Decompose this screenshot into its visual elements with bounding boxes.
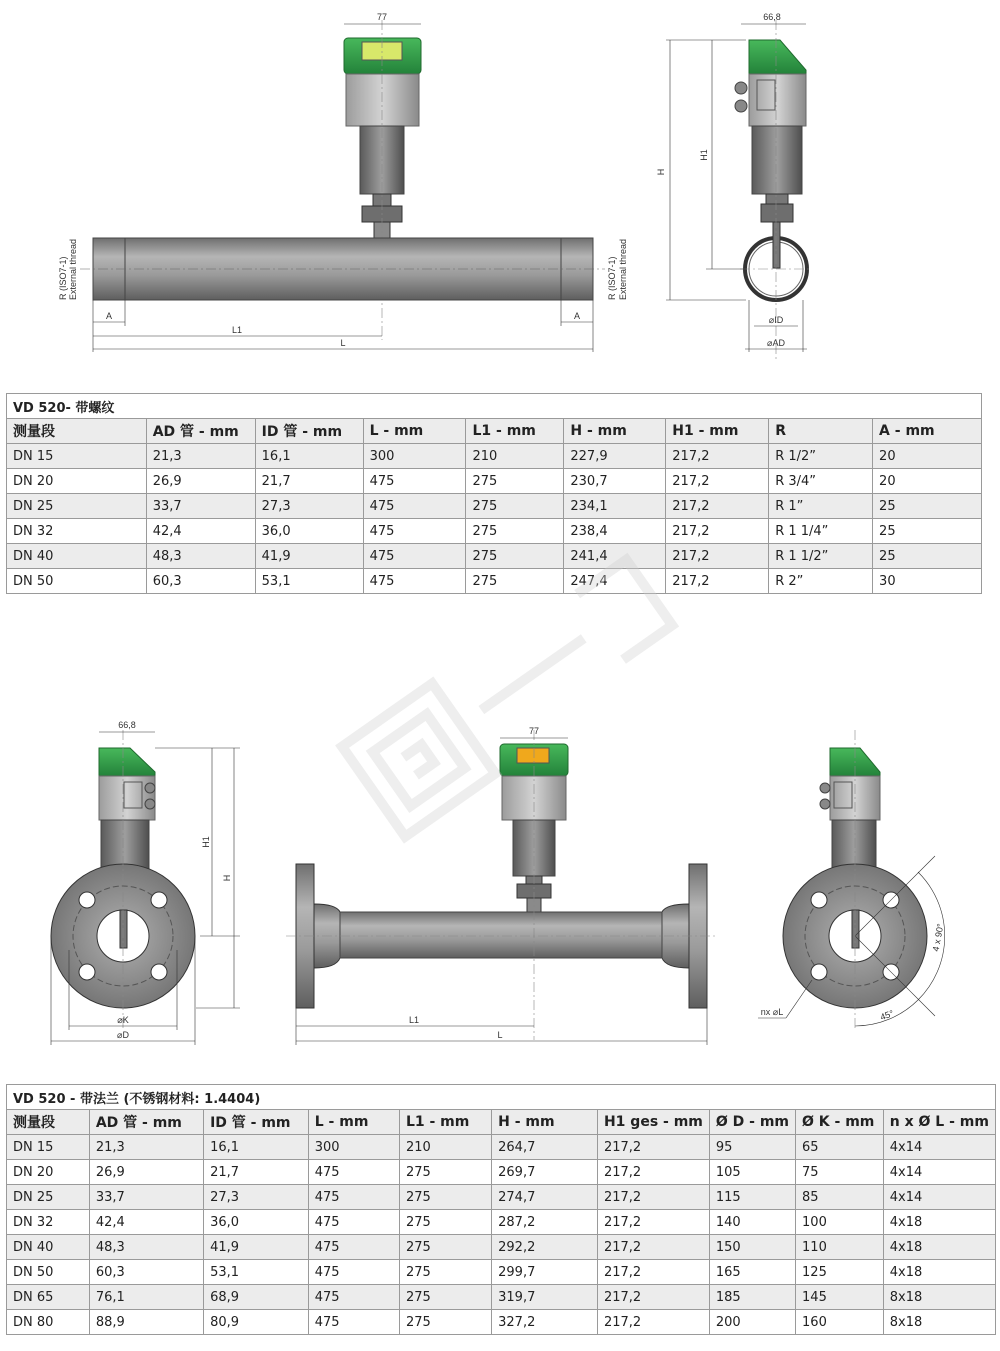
table2-row xyxy=(7,1235,996,1260)
table1-cell: 41,9 xyxy=(255,544,363,569)
table1-cell: R 2” xyxy=(769,569,873,594)
table2-cell: 33,7 xyxy=(89,1185,203,1210)
table2-cell: 275 xyxy=(399,1185,491,1210)
table1-cell: 217,2 xyxy=(666,444,769,469)
threaded-spec-table xyxy=(6,393,982,594)
table1-cell: 275 xyxy=(466,569,564,594)
table1-cell: 16,1 xyxy=(255,444,363,469)
table2-cell: 475 xyxy=(308,1310,399,1335)
table1-cell: 36,0 xyxy=(255,519,363,544)
table2-row xyxy=(7,1260,996,1285)
table2-cell: 21,3 xyxy=(89,1135,203,1160)
table1-cell: 300 xyxy=(363,444,466,469)
table2-cell: 115 xyxy=(709,1185,795,1210)
table2-row xyxy=(7,1160,996,1185)
table1-cell: R 1/2” xyxy=(769,444,873,469)
table1-title: VD 520- 带螺纹 xyxy=(7,394,982,419)
table2-title: VD 520 - 带法兰 (不锈钢材料: 1.4404) xyxy=(7,1085,996,1110)
table1-cell: 234,1 xyxy=(564,494,666,519)
table2-row xyxy=(7,1285,996,1310)
table1-cell: 227,9 xyxy=(564,444,666,469)
table2-cell: DN 20 xyxy=(7,1160,90,1185)
table1-cell: DN 25 xyxy=(7,494,147,519)
table1-header-cell: L1 - mm xyxy=(466,419,564,444)
table1-cell: 21,3 xyxy=(146,444,255,469)
dim-id: ⌀ID xyxy=(768,315,784,325)
table1-cell: 217,2 xyxy=(666,569,769,594)
table1-cell: 25 xyxy=(873,494,982,519)
table1-cell: 210 xyxy=(466,444,564,469)
table2-cell: 36,0 xyxy=(204,1210,309,1235)
table1-cell: 48,3 xyxy=(146,544,255,569)
table2-cell: 275 xyxy=(399,1285,491,1310)
threaded-meter-drawing xyxy=(0,0,1000,380)
table1-header-cell: R xyxy=(769,419,873,444)
table1-header-cell: A - mm xyxy=(873,419,982,444)
flange-dim-nxl: nx ⌀L xyxy=(760,1007,784,1017)
flange-side-view-right xyxy=(758,748,945,1026)
table1-row xyxy=(7,469,982,494)
table2-cell: 4x18 xyxy=(883,1210,995,1235)
table1-row xyxy=(7,569,982,594)
table2-cell: 274,7 xyxy=(492,1185,598,1210)
table1-header-cell: L - mm xyxy=(363,419,466,444)
table1-cell: 20 xyxy=(873,444,982,469)
table1-cell: 33,7 xyxy=(146,494,255,519)
table1-cell: 20 xyxy=(873,469,982,494)
table1-cell: 475 xyxy=(363,569,466,594)
table2-header-cell: n x Ø L - mm xyxy=(883,1110,995,1135)
table2-cell: DN 15 xyxy=(7,1135,90,1160)
table1-row xyxy=(7,494,982,519)
table2-header-cell: 测量段 xyxy=(7,1110,90,1135)
dim-l: L xyxy=(340,338,346,348)
table1-cell: 60,3 xyxy=(146,569,255,594)
table2-cell: 475 xyxy=(308,1285,399,1310)
threaded-pipe xyxy=(80,238,605,300)
dim-ext-left: External thread xyxy=(68,238,78,300)
table2-cell: 217,2 xyxy=(597,1160,709,1185)
front-transmitter xyxy=(344,38,421,238)
flange-dim-side-width: 66,8 xyxy=(118,720,136,730)
table2-header-cell: L - mm xyxy=(308,1110,399,1135)
table2-row xyxy=(7,1185,996,1210)
table2-cell: 319,7 xyxy=(492,1285,598,1310)
flange-dim-k: ⌀K xyxy=(117,1015,129,1025)
dim-l1: L1 xyxy=(231,325,243,335)
table1-row xyxy=(7,444,982,469)
table1-cell: DN 32 xyxy=(7,519,147,544)
table2-cell: 95 xyxy=(709,1135,795,1160)
table1-header-cell: AD 管 - mm xyxy=(146,419,255,444)
table1-cell: 238,4 xyxy=(564,519,666,544)
table1-cell: 25 xyxy=(873,544,982,569)
table2-cell: 21,7 xyxy=(204,1160,309,1185)
dim-a-left: A xyxy=(105,311,113,321)
table1-cell: DN 20 xyxy=(7,469,147,494)
dim-h: H xyxy=(656,168,666,176)
table2-cell: DN 25 xyxy=(7,1185,90,1210)
table1-cell: 42,4 xyxy=(146,519,255,544)
table2-cell: 165 xyxy=(709,1260,795,1285)
table2-cell: 299,7 xyxy=(492,1260,598,1285)
table2-header-cell: AD 管 - mm xyxy=(89,1110,203,1135)
table2-cell: 75 xyxy=(796,1160,884,1185)
table1-cell: 475 xyxy=(363,519,466,544)
table1-cell: DN 40 xyxy=(7,544,147,569)
table2-cell: 264,7 xyxy=(492,1135,598,1160)
table2-header-cell: H - mm xyxy=(492,1110,598,1135)
table2-cell: 217,2 xyxy=(597,1260,709,1285)
flange-dim-4x90: 4 x 90° xyxy=(930,922,946,953)
table2-cell: 217,2 xyxy=(597,1185,709,1210)
table2-cell: 275 xyxy=(399,1260,491,1285)
flange-dim-d: ⌀D xyxy=(117,1030,129,1040)
table1-header-cell: H1 - mm xyxy=(666,419,769,444)
table2-cell: 185 xyxy=(709,1285,795,1310)
table1-cell: 275 xyxy=(466,519,564,544)
table1-cell: 27,3 xyxy=(255,494,363,519)
table2-cell: 110 xyxy=(796,1235,884,1260)
table2-cell: 42,4 xyxy=(89,1210,203,1235)
table2-cell: 275 xyxy=(399,1310,491,1335)
table1-cell: 30 xyxy=(873,569,982,594)
table2-cell: 125 xyxy=(796,1260,884,1285)
dim-ad: ⌀AD xyxy=(767,338,785,348)
table1-cell: 217,2 xyxy=(666,544,769,569)
table2-cell: 217,2 xyxy=(597,1285,709,1310)
table2-cell: 269,7 xyxy=(492,1160,598,1185)
table1-cell: 53,1 xyxy=(255,569,363,594)
table2-cell: 65 xyxy=(796,1135,884,1160)
dim-r-left: R (ISO7-1) xyxy=(58,256,68,300)
table2-cell: 26,9 xyxy=(89,1160,203,1185)
table1-cell: 21,7 xyxy=(255,469,363,494)
flange-dim-l1: L1 xyxy=(408,1015,420,1025)
table1-row xyxy=(7,544,982,569)
table1-cell: 217,2 xyxy=(666,519,769,544)
table2-cell: 27,3 xyxy=(204,1185,309,1210)
table2-cell: DN 65 xyxy=(7,1285,90,1310)
table2-cell: 140 xyxy=(709,1210,795,1235)
flange-dim-45: 45° xyxy=(878,1008,896,1023)
dim-a-right: A xyxy=(573,311,581,321)
table2-cell: 16,1 xyxy=(204,1135,309,1160)
table2-cell: DN 32 xyxy=(7,1210,90,1235)
table2-cell: DN 40 xyxy=(7,1235,90,1260)
table1-row xyxy=(7,519,982,544)
table2-header-cell: H1 ges - mm xyxy=(597,1110,709,1135)
table1-cell: 275 xyxy=(466,494,564,519)
table2-cell: 327,2 xyxy=(492,1310,598,1335)
table1-cell: 475 xyxy=(363,544,466,569)
dim-ext-right: External thread xyxy=(618,238,628,300)
table2-cell: 4x18 xyxy=(883,1235,995,1260)
table2-cell: 41,9 xyxy=(204,1235,309,1260)
table1-cell: DN 15 xyxy=(7,444,147,469)
flange-dim-h1: H1 xyxy=(201,836,211,848)
table2-row xyxy=(7,1310,996,1335)
table2-cell: 145 xyxy=(796,1285,884,1310)
table2-cell: 217,2 xyxy=(597,1310,709,1335)
table1-cell: 26,9 xyxy=(146,469,255,494)
table1-cell: 247,4 xyxy=(564,569,666,594)
table1-cell: 275 xyxy=(466,469,564,494)
table2-cell: DN 50 xyxy=(7,1260,90,1285)
dim-h1: H1 xyxy=(699,149,709,161)
table2-cell: 85 xyxy=(796,1185,884,1210)
table2-cell: 60,3 xyxy=(89,1260,203,1285)
table2-cell: 4x14 xyxy=(883,1135,995,1160)
table2-cell: 300 xyxy=(308,1135,399,1160)
table2-cell: 80,9 xyxy=(204,1310,309,1335)
table2-cell: 475 xyxy=(308,1185,399,1210)
table2-cell: 210 xyxy=(399,1135,491,1160)
table1-cell: 217,2 xyxy=(666,469,769,494)
table2-row xyxy=(7,1210,996,1235)
table2-header-cell: Ø K - mm xyxy=(796,1110,884,1135)
side-transmitter xyxy=(735,40,807,300)
table2-header-cell: ID 管 - mm xyxy=(204,1110,309,1135)
table2-cell: 475 xyxy=(308,1210,399,1235)
table1-header xyxy=(7,419,982,444)
table2-cell: 4x18 xyxy=(883,1260,995,1285)
table2-cell: 100 xyxy=(796,1210,884,1235)
table2-cell: 68,9 xyxy=(204,1285,309,1310)
table2-cell: 4x14 xyxy=(883,1185,995,1210)
table1-header-cell: H - mm xyxy=(564,419,666,444)
table2-cell: 292,2 xyxy=(492,1235,598,1260)
table2-cell: 217,2 xyxy=(597,1135,709,1160)
table2-cell: DN 80 xyxy=(7,1310,90,1335)
table2-cell: 48,3 xyxy=(89,1235,203,1260)
table2-cell: 275 xyxy=(399,1235,491,1260)
table2-cell: 8x18 xyxy=(883,1285,995,1310)
table2-cell: 475 xyxy=(308,1160,399,1185)
table1-cell: 241,4 xyxy=(564,544,666,569)
table2-cell: 475 xyxy=(308,1235,399,1260)
table2-header-cell: Ø D - mm xyxy=(709,1110,795,1135)
table1-cell: 475 xyxy=(363,494,466,519)
table2-cell: 88,9 xyxy=(89,1310,203,1335)
table1-header-cell: ID 管 - mm xyxy=(255,419,363,444)
table2-cell: 217,2 xyxy=(597,1210,709,1235)
table2-cell: 275 xyxy=(399,1160,491,1185)
table2-cell: 8x18 xyxy=(883,1310,995,1335)
table2-header xyxy=(7,1110,996,1135)
table2-cell: 160 xyxy=(796,1310,884,1335)
flanged-spec-table xyxy=(6,1084,996,1335)
table1-cell: R 1 1/2” xyxy=(769,544,873,569)
dim-side-width: 66,8 xyxy=(763,12,781,22)
table1-cell: 217,2 xyxy=(666,494,769,519)
table1-cell: 275 xyxy=(466,544,564,569)
dim-r-right: R (ISO7-1) xyxy=(607,256,617,300)
table1-cell: 25 xyxy=(873,519,982,544)
table2-cell: 475 xyxy=(308,1260,399,1285)
table1-cell: DN 50 xyxy=(7,569,147,594)
table1-cell: 230,7 xyxy=(564,469,666,494)
flanged-meter-drawing xyxy=(0,700,1000,1060)
table2-cell: 105 xyxy=(709,1160,795,1185)
table2-cell: 275 xyxy=(399,1210,491,1235)
table2-cell: 287,2 xyxy=(492,1210,598,1235)
table2-cell: 200 xyxy=(709,1310,795,1335)
flange-dim-h: H xyxy=(222,874,232,882)
table1-cell: R 1” xyxy=(769,494,873,519)
flange-front-view xyxy=(296,744,707,1008)
table2-cell: 76,1 xyxy=(89,1285,203,1310)
flange-dim-l: L xyxy=(497,1030,503,1040)
table2-header-cell: L1 - mm xyxy=(399,1110,491,1135)
table2-cell: 150 xyxy=(709,1235,795,1260)
table1-cell: 475 xyxy=(363,469,466,494)
table2-cell: 217,2 xyxy=(597,1235,709,1260)
table1-header-cell: 测量段 xyxy=(7,419,147,444)
dim-top-width: 77 xyxy=(376,12,388,22)
table2-cell: 53,1 xyxy=(204,1260,309,1285)
table2-row xyxy=(7,1135,996,1160)
table2-cell: 4x14 xyxy=(883,1160,995,1185)
table1-cell: R 3/4” xyxy=(769,469,873,494)
table1-cell: R 1 1/4” xyxy=(769,519,873,544)
flange-dim-top-width: 77 xyxy=(528,726,540,736)
